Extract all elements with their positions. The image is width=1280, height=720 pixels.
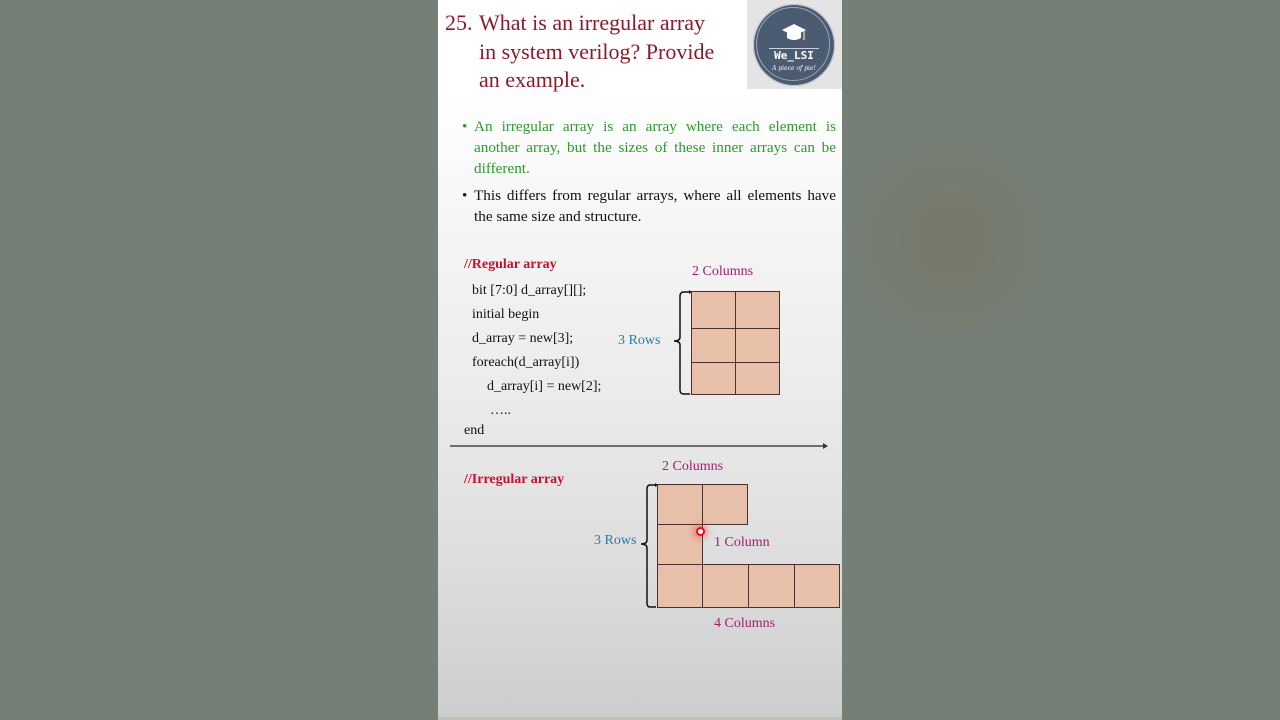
title-line-1 [445,9,745,38]
irregular-middle-label: 1 Column [714,535,770,550]
grid-cell [657,564,703,608]
slide [438,0,842,720]
bullet-marker: • [462,187,468,204]
irregular-rows-brace-icon [636,482,658,610]
channel-logo [747,0,842,89]
pointer-highlight-icon [696,527,705,536]
bullet-text: This differs from regular arrays, where all elements have the same size and structure. [474,187,836,225]
background-glow [860,150,1040,330]
bullet-definition [462,116,836,179]
grid-cell [702,484,748,525]
bullet-text: An irregular array is an array where each element is another array, but the sizes of these inner arrays can be different. [474,118,836,177]
irregular-rows-label: 3 Rows [594,533,637,548]
regular-columns-label: 2 Columns [692,264,754,279]
regular-array-code [472,279,601,423]
irregular-top-label: 2 Columns [662,459,724,474]
grid-cell [691,328,736,363]
irregular-array-comment: //Irregular array [464,472,565,487]
grid-cell [657,484,703,525]
code-line: initial begin [472,307,540,322]
grid-cell [702,564,749,608]
slide-title [445,9,745,95]
regular-rows-brace-icon [670,289,692,397]
bullet-marker: • [462,118,468,135]
grid-cell [748,564,795,608]
code-line: bit [7:0] d_array[][]; [472,283,587,298]
code-line: ….. [490,403,511,418]
title-line-3: an example. [479,67,586,92]
section-divider [450,445,824,447]
regular-rows-label: 3 Rows [618,333,661,348]
code-line: d_array[i] = new[2]; [487,379,602,394]
graduation-cap-icon [781,22,807,44]
grid-cell [735,291,780,329]
grid-cell [691,291,736,329]
grid-cell [735,328,780,363]
title-text-1: What is an irregular array [479,10,705,35]
grid-cell [735,362,780,395]
question-number: 25. [445,10,473,35]
logo-badge [753,4,835,86]
grid-cell [691,362,736,395]
code-line: d_array = new[3]; [472,331,574,346]
arrow-head-icon [823,443,828,449]
logo-tagline: A piece of pie! [772,65,816,72]
grid-cell [794,564,840,608]
irregular-bottom-label: 4 Columns [714,616,776,631]
code-end: end [464,423,485,438]
title-line-2: in system verilog? Provide [479,38,715,64]
code-line: foreach(d_array[i]) [472,355,580,370]
bullet-list [462,116,836,233]
regular-array-comment: //Regular array [464,257,557,272]
logo-name: We_LSI [774,49,814,62]
bullet-difference [462,185,836,227]
